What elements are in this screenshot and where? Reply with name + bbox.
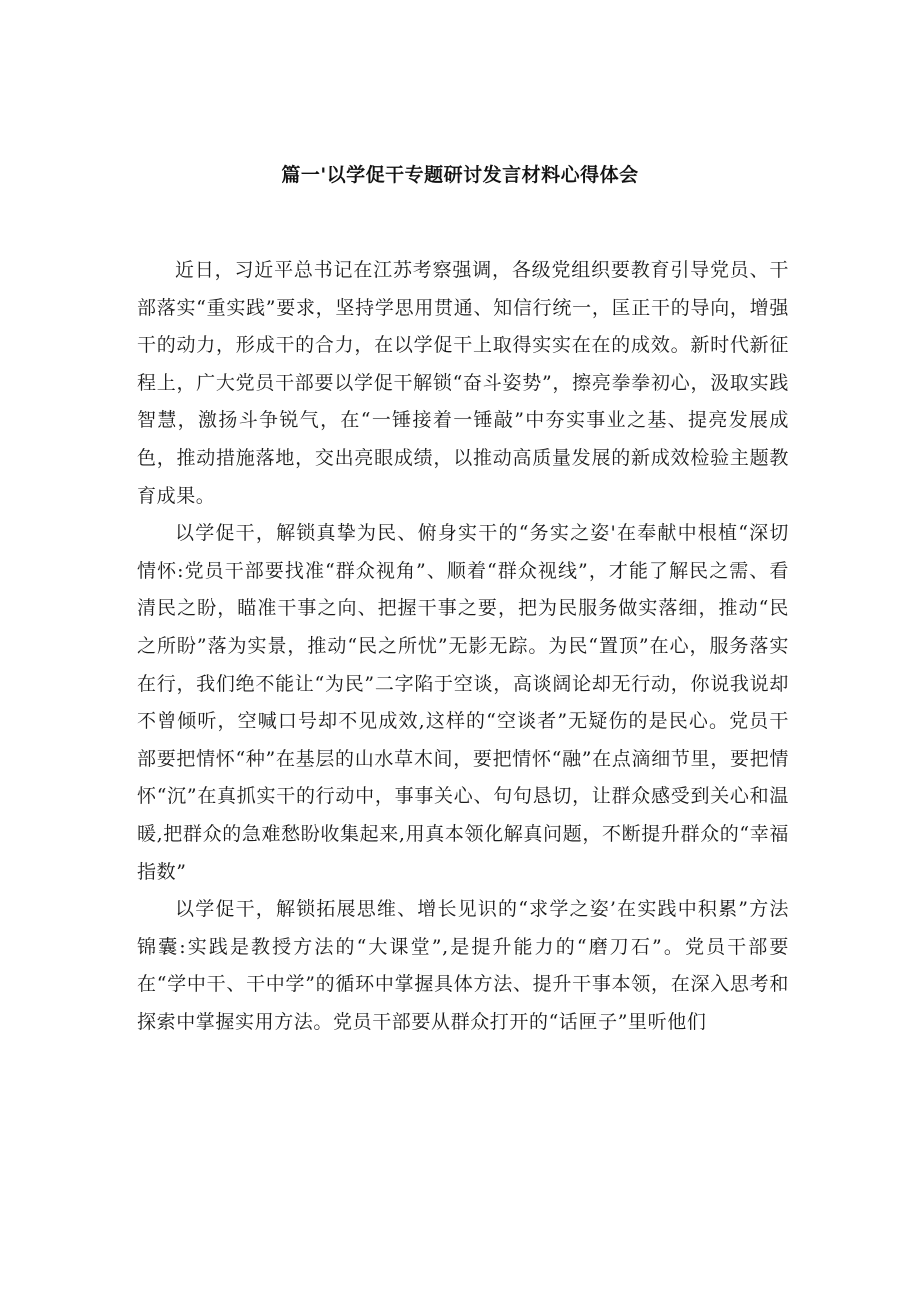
paragraph-intro: 近日，习近平总书记在江苏考察强调，各级党组织要教育引导党员、干部落实“重实践”要求，坚持学思用贯通、知信行统一，匡正干的导向，增强干的动力，形成干的合力，在以学促干上取得实实在在的成效。新时代新征程上，广大党员干部要以学促干解锁“奋斗姿势”，擦亮拳拳初心，汲取实践智慧，激扬斗争锐气，在“一锤接着一锤敲”中夯实事业之基、提亮发展成色，推动措施落地，交出亮眼成绩，以推动高质量发展的新成效检验主题教育成果。 bbox=[137, 259, 789, 507]
paragraph-learning: 以学促干，解锁拓展思维、增长见识的“求学之姿’在实践中积累”方法锦囊:实践是教授方法的“大课堂”,是提升能力的“磨刀石”。党员干部要在“学中干、干中学”的循环中掌握具体方法、提升干事本领，在深入思考和探索中掌握实用方法。党员干部要从群众打开的“话匣子”里听他们 bbox=[137, 898, 789, 1033]
document-title: 篇一'以学促干专题研讨发言材料心得体会 bbox=[281, 164, 639, 186]
document-body bbox=[137, 252, 789, 1041]
paragraph-serve-people: 以学促干，解锁真挚为民、俯身实干的“务实之姿'在奉献中根植“深切情怀:党员干部要找准“群众视角”、顺着“群众视线”，才能了解民之需、看清民之盼，瞄准干事之向、把握干事之要，把为民服务做实落细，推动“民之所盼”落为实景，推动“民之所忧”无影无踪。为民“置顶”在心，服务落实在行，我们绝不能让“为民”二字陷于空谈，高谈阔论却无行动，你说我说却不曾倾听，空喊口号却不见成效,这样的“空谈者”无疑伤的是民心。党员干部要把情怀“种”在基层的山水草木间，要把情怀“融”在点滴细节里，要把情怀“沉”在真抓实干的行动中，事事关心、句句恳切，让群众感受到关心和温暖,把群众的急难愁盼收集起来,用真本领化解真问题，不断提升群众的“幸福指数” bbox=[137, 522, 789, 883]
